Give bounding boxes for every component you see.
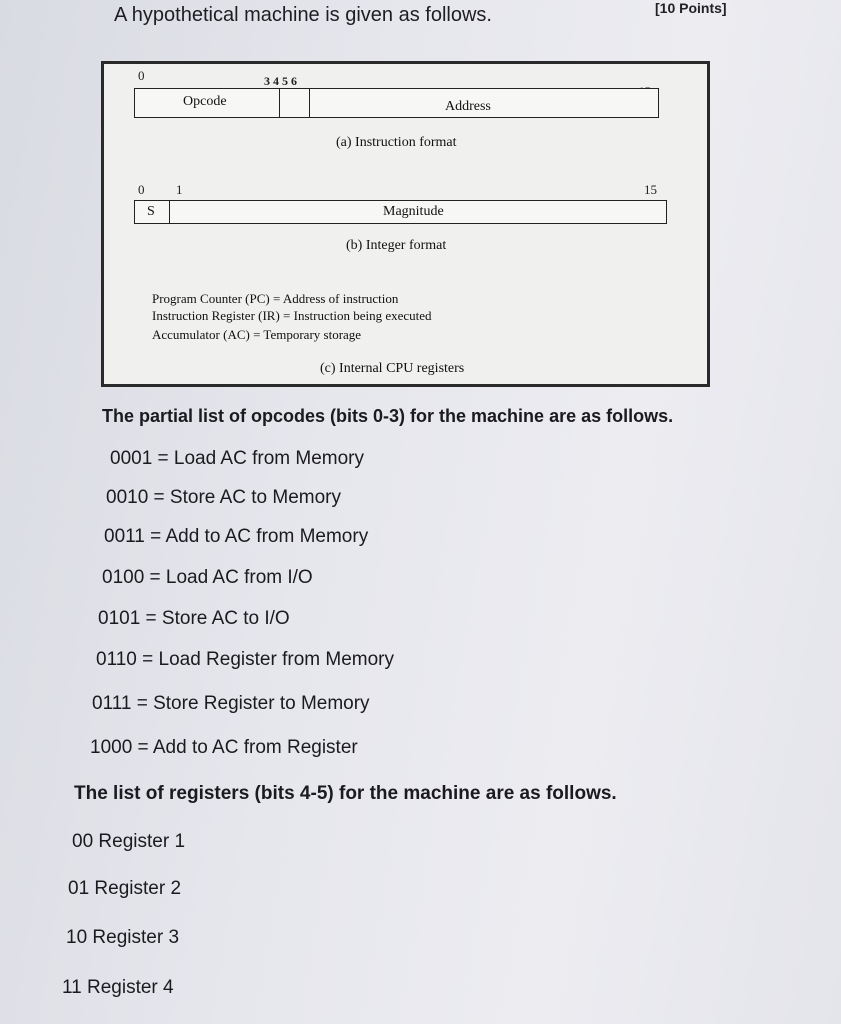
points-label: [10 Points] [655,0,727,16]
int-bit-start: 0 [138,182,145,197]
sign-field: S [147,204,155,219]
opcode-item: 0111 = Store Register to Memory [92,693,370,714]
magnitude-field: Magnitude [383,204,444,219]
opcode-item: 0010 = Store AC to Memory [106,487,341,508]
int-bit-one: 1 [176,182,183,197]
register-item: 11 Register 4 [62,977,174,998]
opcode-item: 0100 = Load AC from I/O [102,567,313,588]
integer-format-bar [134,200,667,224]
opcode-item: 0011 = Add to AC from Memory [104,526,369,547]
register-line-ir: Instruction Register (IR) = Instruction being executed [152,308,432,323]
register-item: 01 Register 2 [68,878,182,899]
opcode-item: 0001 = Load AC from Memory [110,448,364,469]
cpu-figure [101,61,710,387]
register-line-ac: Accumulator (AC) = Temporary storage [152,327,362,342]
instruction-format-bar [134,88,659,118]
opcodes-heading: The partial list of opcodes (bits 0-3) for the machine are as follows. [102,406,674,426]
instr-bit-marks: 3 4 5 6 [264,74,297,88]
integer-format-caption: (b) Integer format [346,238,447,253]
page-title: A hypothetical machine is given as follows. [114,4,492,26]
register-item: 00 Register 1 [72,831,186,852]
opcode-item: 0110 = Load Register from Memory [96,649,394,670]
instruction-format-caption: (a) Instruction format [336,135,457,150]
int-bit-end: 15 [644,182,657,197]
address-field: Address [445,99,491,114]
opcode-item: 1000 = Add to AC from Register [90,737,358,758]
instr-bit-start: 0 [138,68,145,83]
register-item: 10 Register 3 [66,927,180,948]
cpu-registers-caption: (c) Internal CPU registers [320,361,465,376]
opcode-field: Opcode [183,94,227,109]
register-line-pc: Program Counter (PC) = Address of instruction [152,291,399,306]
registers-heading: The list of registers (bits 4-5) for the machine are as follows. [74,783,617,804]
opcode-item: 0101 = Store AC to I/O [98,608,290,629]
